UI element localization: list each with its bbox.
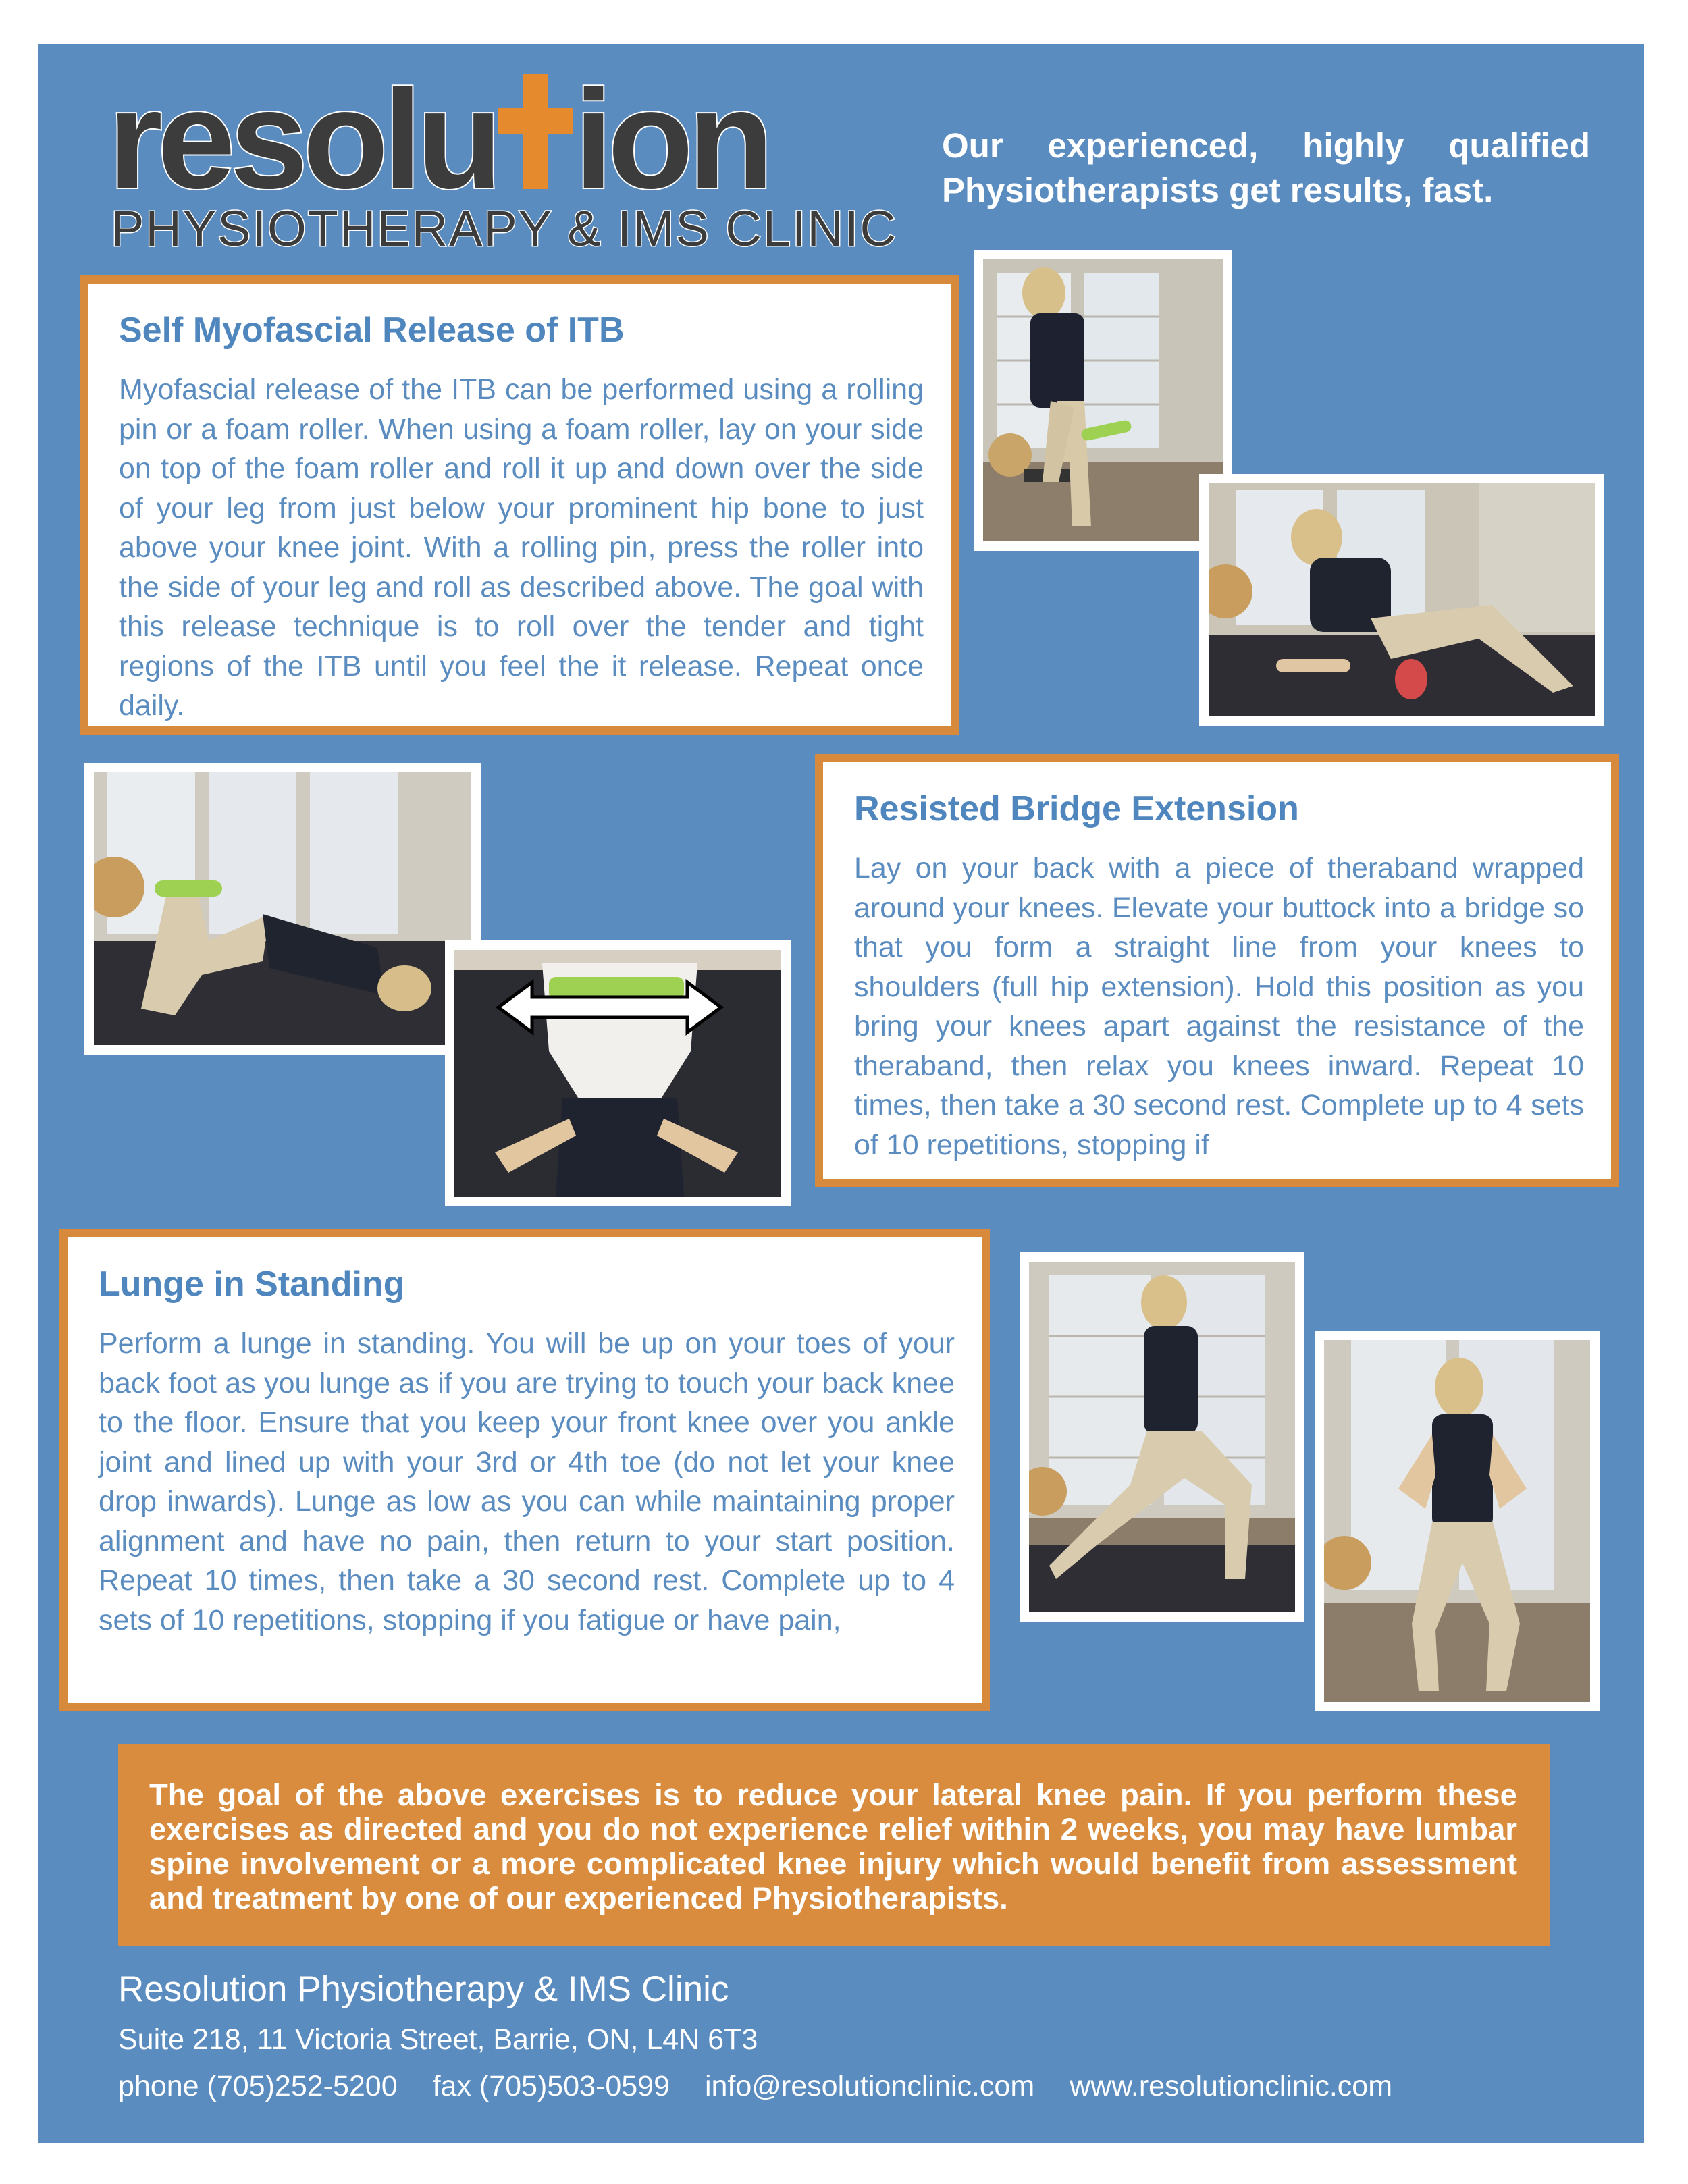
footer-website[interactable]: www.resolutionclinic.com	[1070, 2070, 1393, 2102]
clinic-logo	[108, 62, 768, 217]
bridge-section	[815, 754, 1619, 1187]
photo-itb-standing	[974, 250, 1232, 551]
lunge-section	[59, 1229, 990, 1711]
footer-contact	[118, 2070, 1419, 2103]
goal-callout: The goal of the above exercises is to reduce your lateral knee pain. If you perform these exercises as directed and you do not experience relief within 2 weeks, you may have lumbar spine involvement or a more complicated knee injury which would benefit from assessment and treatment by one of our experienced Physiotherapists.	[118, 1744, 1550, 1946]
section-title: Resisted Bridge Extension	[854, 789, 1299, 828]
lunge-side-image	[1029, 1262, 1295, 1612]
logo-subtitle: PHYSIOTHERAPY & IMS CLINIC	[111, 201, 897, 257]
section-title: Self Myofascial Release of ITB	[119, 311, 625, 350]
photo-bridge-top	[445, 940, 791, 1206]
footer-email[interactable]: info@resolutionclinic.com	[704, 2070, 1035, 2102]
double-arrow-icon	[495, 977, 724, 1038]
logo-word-right: ion	[574, 61, 769, 218]
lunge-front-image	[1324, 1340, 1590, 1702]
itb-standing-image	[983, 259, 1223, 541]
itb-section	[80, 275, 959, 735]
logo-word-left: resolu	[108, 61, 498, 218]
footer-clinic-name: Resolution Physiotherapy & IMS Clinic	[118, 1969, 729, 2009]
section-title: Lunge in Standing	[99, 1264, 405, 1304]
section-body: Lay on your back with a piece of theraband wrapped around your knees. Elevate your buttock into a bridge so that you form a straight line from your knees to shoulders (full hip extension). Hold this position as you bring your knees apart against the resistance of the theraband, then relax you knees inward. Repeat 10 times, then take a 30 second rest. Complete up to 4 sets of 10 repetitions, stopping if	[854, 852, 1584, 1161]
section-body: Myofascial release of the ITB can be performed using a rolling pin or a foam roller. When using a foam roller, lay on your side on top of the foam roller and roll it up and down over the side of your leg from just below your prominent hip bone to just above your knee joint. With a rolling pin, press the roller into the side of your leg and roll as described above. The goal with this release technique is to roll over the tender and tight regions of the ITB until you feel the it release. Repeat once daily.	[119, 373, 924, 722]
bridge-side-image	[94, 772, 471, 1045]
footer-fax: fax (705)503-0599	[432, 2070, 670, 2102]
footer-phone: phone (705)252-5200	[118, 2070, 398, 2102]
photo-lunge-front	[1315, 1331, 1600, 1711]
section-body: Perform a lunge in standing. You will be up on your toes of your back foot as you lunge as if you are trying to touch your back knee to the floor. Ensure that you keep your front knee over you ankle joint and lined up with your 3rd or 4th toe (do not let your knee drop inwards). Lunge as low as you can while maintaining proper alignment and have no pain, then return to your start position. Repeat 10 times, then take a 30 second rest. Complete up to 4 sets of 10 repetitions, stopping if you fatigue or have pain,	[99, 1327, 955, 1636]
medical-cross-icon	[498, 80, 573, 188]
photo-lunge-side	[1020, 1252, 1304, 1622]
footer-address: Suite 218, 11 Victoria Street, Barrie, ON, L4N 6T3	[118, 2023, 758, 2056]
photo-bridge-side	[84, 763, 481, 1055]
tagline: Our experienced, highly qualified Physiotherapists get results, fast.	[942, 126, 1590, 209]
photo-itb-roller	[1199, 474, 1604, 726]
itb-roller-image	[1209, 483, 1595, 716]
